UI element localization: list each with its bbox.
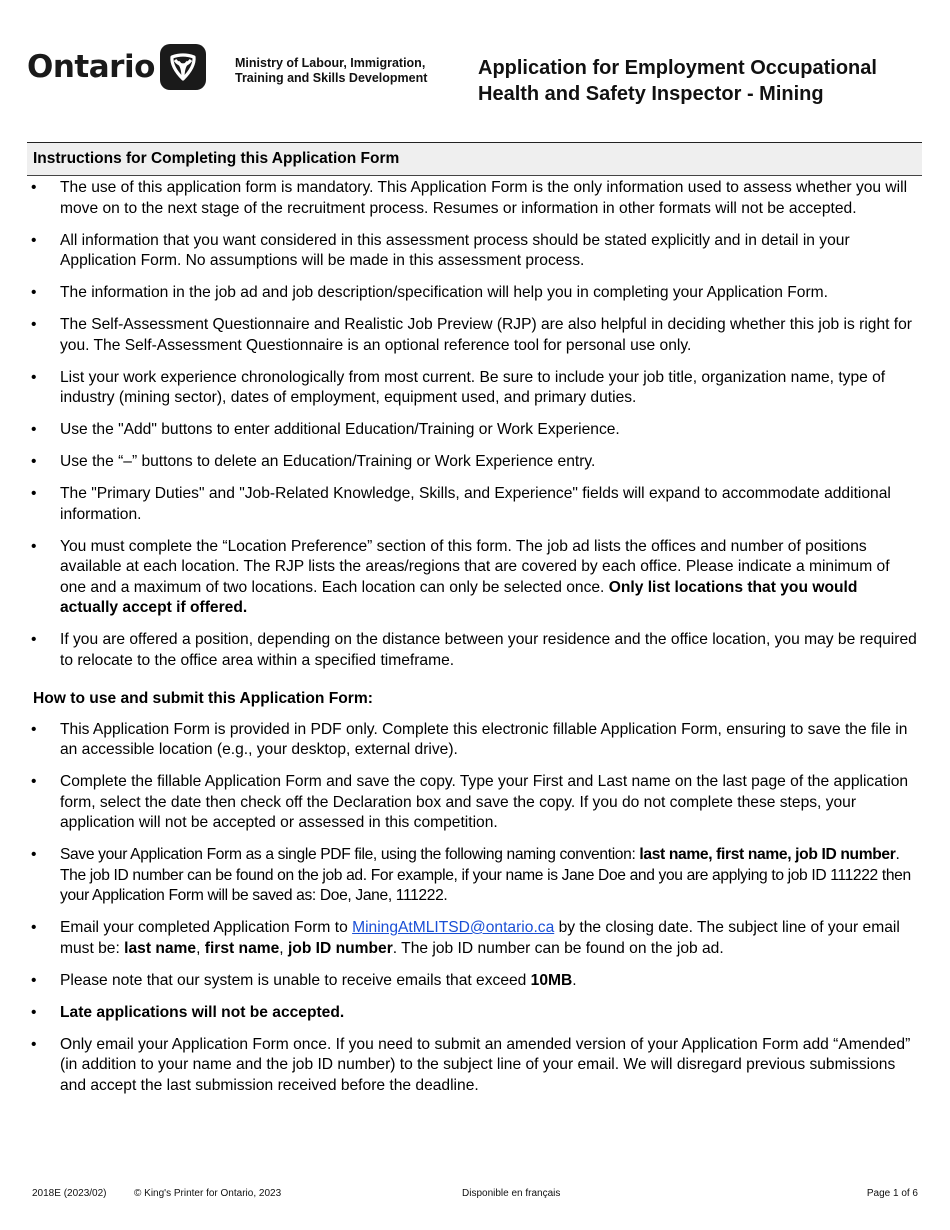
form-number: 2018E (2023/02) [32,1188,107,1199]
document-header [27,44,927,104]
document-title [478,55,877,107]
list-item-text: . The job ID number can be found on the job ad. For example, if your name is Jane Doe and you are applying to job ID 111222 then your Application Form will be saved as: Doe, Jane, 111222. [60,846,911,904]
list-item [27,315,917,356]
separator: , [279,939,288,957]
size-limit: 10MB [530,971,573,989]
subject-job-id: job ID number [287,939,393,957]
list-item [27,452,917,473]
trillium-icon [160,44,206,90]
list-item-text: The use of this application form is mandatory. This Application Form is the only information used to assess whether you will move on to the next stage of the recruitment process. Resumes or information in other formats will not be accepted. [60,179,908,217]
list-item [27,772,917,834]
list-item-emphasis: Only list locations that you would actually accept if offered. [60,578,858,616]
list-item-text: Save your Application Form as a single PDF file, using the following naming convention: [60,846,640,863]
list-item [27,1035,917,1097]
list-item [27,1003,917,1024]
separator: , [196,939,205,957]
list-item-text: The Self-Assessment Questionnaire and Realistic Job Preview (RJP) are also helpful in deciding whether this job is right for you. The Self-Assessment Questionnaire is an optional reference tool for personal use only. [60,316,912,354]
instructions-section-heading [27,142,922,176]
list-item [27,918,917,959]
ministry-name [235,56,427,86]
title-line-1: Application for Employment Occupational [478,57,877,79]
french-availability: Disponible en français [462,1188,561,1199]
list-item-text: Only email your Application Form once. If you need to submit an amended version of your Application Form add “Amended” (in addition to your name and the job ID number) to the subject line of your email. We will disregard previous submissions and accept the last submission received before the deadline. [60,1035,911,1094]
page-number: Page 1 of 6 [866,1188,918,1199]
late-applications-notice: Late applications will not be accepted. [60,1003,345,1021]
ministry-line-1: Ministry of Labour, Immigration, [235,56,426,70]
ministry-line-2: Training and Skills Development [235,71,428,85]
list-item [27,368,917,409]
email-link[interactable]: MiningAtMLITSD@ontario.ca [352,919,555,936]
logo-wordmark: Ontario [27,49,155,85]
list-item [27,720,917,761]
instructions-list [27,178,917,671]
section-heading-text: Instructions for Completing this Application Form [33,150,400,167]
copyright: © King's Printer for Ontario, 2023 [134,1188,282,1199]
list-item [27,630,917,671]
list-item [27,845,917,907]
submission-list [27,720,917,1097]
list-item-text: Complete the fillable Application Form and save the copy. Type your First and Last name on the last page of the application form, select the date then check off the Declaration box and save the copy. If you do not complete these steps, your application will not be accepted or assessed in this competition. [60,773,909,831]
subject-last-name: last name [124,939,197,957]
list-item-text: The information in the job ad and job description/specification will help you in completing your Application Form. [60,284,828,301]
list-item [27,420,917,441]
list-item-text: Please note that our system is unable to receive emails that exceed [60,971,531,989]
submission-heading: How to use and submit this Application Form: [33,690,373,707]
list-item-text: You must complete the “Location Preference” section of this form. The job ad lists the offices and number of positions available at each location. The RJP lists the areas/regions that are covered by each office. Please indicate a minimum of one and a maximum of two locations. Each location can only be selected once. [60,537,890,596]
list-item-text: Email your completed Application Form to [60,919,353,936]
list-item-text: If you are offered a position, depending on the distance between your residence and the office location, you may be required to relocate to the office area within a specified timeframe. [60,631,917,669]
list-item-text: List your work experience chronologically from most current. Be sure to include your job title, organization name, type of industry (mining sector), dates of employment, equipment used, and primary duties. [60,368,886,406]
list-item [27,537,917,619]
list-item-text: The "Primary Duties" and "Job-Related Knowledge, Skills, and Experience" fields will expand to accommodate additional information. [60,485,891,523]
list-item-text: All information that you want considered in this assessment process should be stated explicitly and in detail in your Application Form. No assumptions will be made in this assessment process. [60,231,850,269]
list-item-text: This Application Form is provided in PDF only. Complete this electronic fillable Application Form, ensuring to save the file in an accessible location (e.g., your desktop, external drive). [60,720,908,758]
document-body [27,178,917,1108]
list-item-text: . The job ID number can be found on the job ad. [392,939,724,957]
list-item [27,231,917,272]
ontario-logo [27,44,206,90]
list-item [27,283,917,304]
list-item-text: Use the "Add" buttons to enter additional Education/Training or Work Experience. [60,421,620,438]
subject-first-name: first name [204,939,280,957]
list-item-text: . [572,971,577,989]
list-item-text: by the closing date. The subject line of your email must be: [60,919,900,957]
list-item-text: Use the “–” buttons to delete an Education/Training or Work Experience entry. [60,453,596,470]
title-line-2: Health and Safety Inspector - Mining [478,83,824,105]
list-item [27,971,917,992]
list-item [27,178,917,219]
naming-convention: last name, first name, job ID number [639,846,896,863]
list-item [27,484,917,525]
